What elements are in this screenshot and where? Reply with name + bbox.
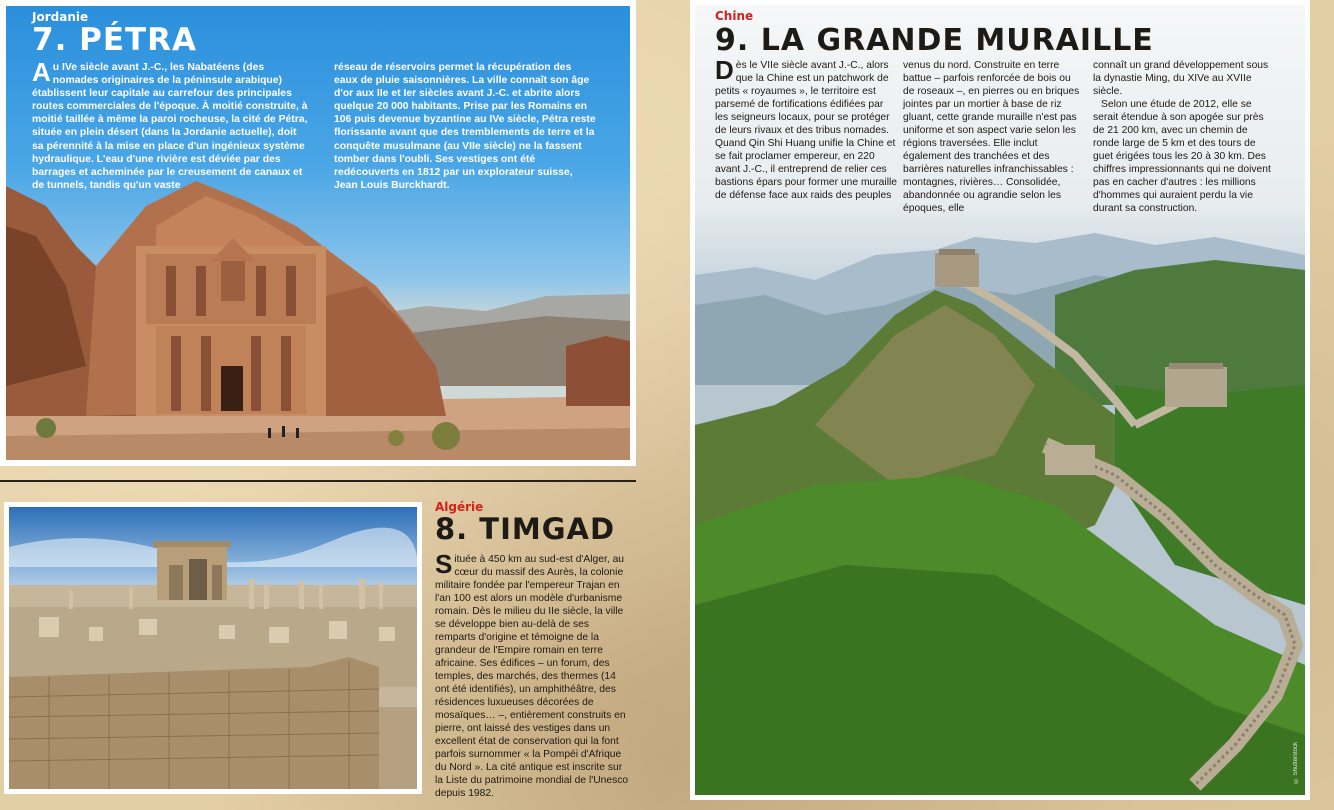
great-wall-text-column-1: [715, 55, 898, 202]
section-divider: [0, 480, 636, 482]
timgad-dropcap: S: [435, 549, 453, 579]
great-wall-text-column-3: [1093, 59, 1275, 215]
timgad-title: 8. TIMGAD: [435, 512, 616, 546]
petra-section: [0, 0, 636, 466]
petra-title: 7. PÉTRA: [32, 22, 198, 58]
timgad-text-column: [435, 549, 631, 800]
great-wall-photo-panel: [695, 5, 1305, 795]
petra-text-column-1: [32, 57, 308, 192]
great-wall-section: [690, 0, 1310, 800]
great-wall-region-label: Chine: [715, 9, 754, 23]
great-wall-text-3a: connaît un grand développement sous la dynastie Ming, du XIVe au XVIIe siècle.: [1093, 60, 1269, 97]
great-wall-text-3b: Selon une étude de 2012, elle se serait étendue à son apogée sur près de 21 200 km, avec un chemin de ronde large de 5 km et des tours de guet érigées tous les 20 à 30 km. Des chiffres impressionnants qui ne doivent pas en cacher d'autres : les millions d'hommes qui auraient perdu la vie durant sa construction.: [1093, 99, 1271, 214]
photo-credit: © Shutterstock: [1293, 741, 1299, 783]
petra-region-label: Jordanie: [32, 10, 89, 24]
timgad-ruins-image: [9, 507, 417, 789]
petra-monastery-image: [6, 166, 630, 460]
timgad-photo-frame: [4, 502, 422, 794]
great-wall-text-1: ès le VIIe siècle avant J.-C., alors que la Chine est un patchwork de petits « royaumes », le territoire est parsemé de fortifications édifiées par les seigneurs locaux, pour se protéger de leurs rivaux et des tribus nomades. Quand Qin Shi Huang unifie la Chine et se fait proclamer empereur, en 220 avant J.-C., il entreprend de relier ces bastions épars pour former une muraille de défense face aux raids des peuples: [715, 60, 898, 201]
great-wall-title: 9. LA GRANDE MURAILLE: [715, 23, 1154, 58]
timgad-text: ituée à 450 km au sud-est d'Alger, au cœur du massif des Aurès, la colonie militaire fondée par l'empereur Trajan en l'an 100 est alors un modèle d'urbanisme romain. Dès le milieu du IIe siècle, la ville se développe bien au-delà de ses remparts d'origine et témoigne de la grandeur de l'Empire romain en terre africaine. Ses édifices – un forum, des temples, des marchés, des thermes (14 ont été identifiés), un amphithéâtre, des résidences luxueuses décorées de mosaïques… –, entièrement construits en pierre, ont laissé des vestiges dans un excellent état de conservation qui la font parfois surnommer « la Pompéi d'Afrique du Nord ». La cité antique est inscrite sur la Liste du patrimoine mondial de l'Unesco depuis 1982.: [435, 554, 629, 799]
petra-photo-panel: [6, 6, 630, 460]
great-wall-dropcap: D: [715, 55, 734, 85]
petra-text-column-2: réseau de réservoirs permet la récupération des eaux de pluie saisonnières. La ville connaît son âge d'or aux IIe et Ier siècles avant J.-C. et abrite alors quelque 20 000 habitants. Prise par les Romains en 106 puis devenue byzantine au IVe siècle, Pétra reste florissante avant que des tremblements de terre et la conquête musulmane (au VIIe siècle) ne la fassent tomber dans l'oubli. Ses vestiges ont été redécouverts en 1812 par un explorateur suisse, Jean Louis Burckhardt.: [334, 62, 596, 191]
petra-text-1: u IVe siècle avant J.-C., les Nabatéens (des nomades originaires de la péninsule arabique) établissent leur capitale au carrefour des principales routes commerciales de l'époque. À moitié construite, à moitié taillée à même la paroi rocheuse, la cité de Pétra, située en plein désert (dans la Jordanie actuelle), doit sa pérennité à la mise en place d'un ingénieux système hydraulique. L'eau d'une rivière est déviée par des barrages et acheminée par le creusement de canaux et de tunnels, tandis qu'un vaste: [32, 62, 308, 191]
great-wall-text-column-2: venus du nord. Construite en terre battue – parfois renforcée de bois ou de roseaux –, en pierres ou en briques jointes par un mortier à base de riz gluant, cette grande muraille n'est pas uniforme et son aspect varie selon les régions traversées. Elle inclut également des tranchées et des barrières naturelles infranchissables : montagnes, rivières… Consolidée, abandonnée ou agrandie selon les époques, elle: [903, 60, 1080, 214]
petra-dropcap: A: [32, 57, 51, 87]
timgad-region-label: Algérie: [435, 500, 484, 514]
